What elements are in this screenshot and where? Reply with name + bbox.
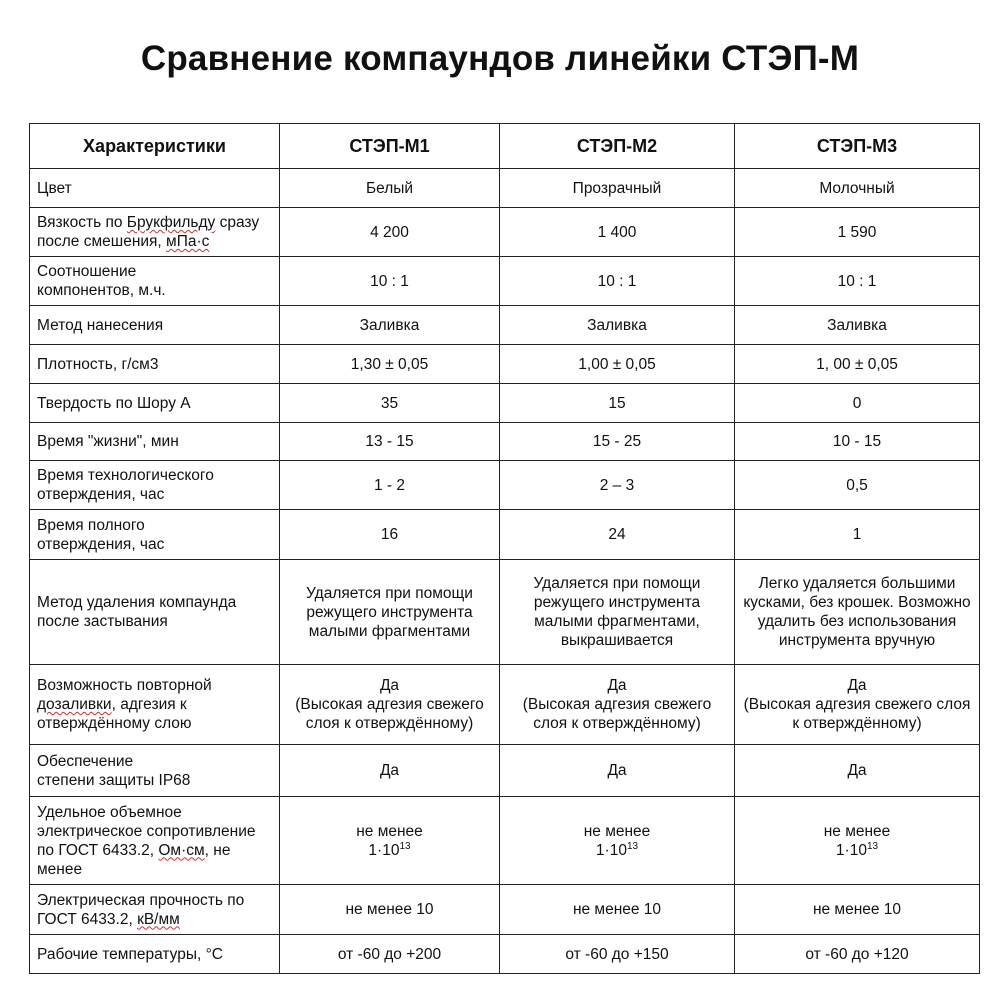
label-strength-line	[37, 910, 273, 929]
label-viscosity-part: после смешения,	[37, 233, 167, 250]
m2-strength: не менее 10	[500, 885, 735, 935]
label-viscosity-part: Брукфильду	[126, 214, 216, 231]
m1-removal-line: малыми фрагментами	[308, 622, 471, 640]
row-ratio	[30, 257, 980, 306]
m2-resistivity-line: не менее	[583, 822, 651, 840]
m2-removal-line: выкрашивается	[560, 632, 674, 649]
m1-redose	[280, 665, 500, 745]
header-step-m1: СТЭП-М1	[280, 124, 500, 169]
row-resistivity	[30, 797, 980, 885]
m1-method: Заливка	[280, 306, 500, 345]
m1-resistivity-value	[286, 841, 493, 860]
m2-potlife: 15 - 25	[500, 423, 735, 461]
m1-resistivity-exponent: 13	[399, 840, 411, 852]
m2-redose-line: (Высокая адгезия свежего	[522, 696, 712, 713]
table-header-row	[30, 124, 980, 169]
label-tech-cure	[30, 461, 280, 510]
label-redose	[30, 665, 280, 745]
label-resistivity-line: электрическое сопротивление	[37, 822, 256, 840]
m2-removal-line: Удаляется при помощи	[533, 575, 701, 592]
m2-full-cure: 24	[500, 510, 735, 560]
comparison-table	[29, 123, 980, 974]
row-full-cure	[30, 510, 980, 560]
m3-resistivity-exponent: 13	[866, 840, 879, 852]
m1-full-cure: 16	[280, 510, 500, 560]
m3-removal-line: удалить без использования	[757, 613, 957, 630]
label-redose-line: Возможность повторной	[37, 677, 212, 694]
m1-resistivity-line: не менее	[356, 822, 423, 840]
m3-tech-cure: 0,5	[735, 461, 980, 510]
m2-color: Прозрачный	[500, 169, 735, 208]
label-resistivity	[30, 797, 280, 885]
label-ratio-line: компонентов, м.ч.	[37, 282, 166, 299]
m3-color: Молочный	[735, 169, 980, 208]
header-characteristics: Характеристики	[30, 124, 280, 169]
m1-removal-line: Удаляется при помощи	[306, 584, 473, 602]
label-viscosity-part: сразу	[215, 214, 260, 231]
label-color: Цвет	[30, 169, 280, 208]
m1-removal-line: режущего инструмента	[306, 603, 473, 621]
m1-redose-line: (Высокая адгезия свежего	[295, 696, 484, 713]
m2-removal-line: режущего инструмента	[533, 594, 701, 611]
label-ratio-line: Соотношение	[37, 263, 137, 280]
row-redose	[30, 665, 980, 745]
m1-strength: не менее 10	[280, 885, 500, 935]
m3-resistivity-value	[741, 841, 973, 860]
label-removal	[30, 560, 280, 665]
header-step-m2: СТЭП-М2	[500, 124, 735, 169]
m3-potlife: 10 - 15	[735, 423, 980, 461]
m2-resistivity-value	[506, 841, 728, 860]
m1-viscosity: 4 200	[280, 208, 500, 257]
m2-ratio: 10 : 1	[500, 257, 735, 306]
m3-density: 1, 00 ± 0,05	[735, 345, 980, 384]
label-resistivity-line: менее	[37, 860, 83, 878]
label-full-cure-line: Время полного	[37, 516, 145, 534]
label-strength-unit: кВ/мм	[137, 910, 180, 928]
label-viscosity	[30, 208, 280, 257]
m2-resistivity-exponent: 13	[626, 840, 639, 852]
m1-redose-line: Да	[379, 677, 400, 694]
row-tech-cure	[30, 461, 980, 510]
label-viscosity-unit: мПа·с	[166, 233, 210, 250]
m1-ratio: 10 : 1	[280, 257, 500, 306]
label-resistivity-line	[37, 841, 273, 860]
m3-resistivity	[735, 797, 980, 885]
label-resistivity-word: по ГОСТ 6433.2,	[37, 841, 159, 859]
m2-hardness: 15	[500, 384, 735, 423]
m2-viscosity: 1 400	[500, 208, 735, 257]
label-redose-word: , адгезия к	[111, 696, 187, 713]
m2-resistivity	[500, 797, 735, 885]
m3-removal	[735, 560, 980, 665]
m1-hardness: 35	[280, 384, 500, 423]
m1-ip68: Да	[280, 745, 500, 797]
label-full-cure	[30, 510, 280, 560]
label-viscosity-part: Вязкость по	[37, 214, 127, 231]
m3-ratio: 10 : 1	[735, 257, 980, 306]
m2-redose-line: Да	[607, 677, 627, 694]
m1-tech-cure: 1 - 2	[280, 461, 500, 510]
label-resistivity-word: , не	[204, 841, 231, 859]
label-redose-line	[37, 695, 273, 714]
m3-viscosity: 1 590	[735, 208, 980, 257]
label-redose-line: отверждённому слою	[37, 715, 192, 732]
label-tech-cure-line: отверждения, час	[37, 486, 165, 503]
m1-resistivity	[280, 797, 500, 885]
label-ip68	[30, 745, 280, 797]
m3-hardness: 0	[735, 384, 980, 423]
page-title: Сравнение компаундов линейки СТЭП-М	[140, 39, 860, 78]
m3-resistivity-line: не менее	[823, 822, 891, 840]
label-density: Плотность, г/см3	[30, 345, 280, 384]
m1-potlife: 13 - 15	[280, 423, 500, 461]
m2-redose	[500, 665, 735, 745]
row-method	[30, 306, 980, 345]
row-ip68	[30, 745, 980, 797]
label-potlife: Время "жизни", мин	[30, 423, 280, 461]
row-potlife	[30, 423, 980, 461]
m2-ip68: Да	[500, 745, 735, 797]
m2-removal-line: малыми фрагментами,	[534, 613, 700, 630]
m3-removal-line: инструмента вручную	[778, 632, 936, 649]
label-strength-word: ГОСТ 6433.2,	[37, 910, 138, 928]
m3-strength: не менее 10	[735, 885, 980, 935]
label-strength-line: Электрическая прочность по	[37, 891, 245, 909]
m2-redose-line: слоя к отверждённому)	[533, 715, 701, 732]
m3-temps: от -60 до +120	[735, 935, 980, 974]
m3-removal-line: кусками, без крошек. Возможно	[743, 594, 971, 611]
m2-resistivity-base: 1·10	[595, 841, 627, 859]
label-ratio	[30, 257, 280, 306]
m1-removal	[280, 560, 500, 665]
m3-redose	[735, 665, 980, 745]
m3-method: Заливка	[735, 306, 980, 345]
m1-redose-line: слоя к отверждённому)	[305, 715, 474, 732]
m1-temps: от -60 до +200	[280, 935, 500, 974]
label-redose-word: дозаливки	[37, 696, 112, 713]
m3-resistivity-base: 1·10	[835, 841, 867, 859]
m3-removal-line: Легко удаляется большими	[758, 575, 956, 592]
m3-full-cure: 1	[735, 510, 980, 560]
m1-color: Белый	[280, 169, 500, 208]
label-removal-line: Метод удаления компаунда	[37, 594, 237, 611]
header-step-m3: СТЭП-М3	[735, 124, 980, 169]
label-method: Метод нанесения	[30, 306, 280, 345]
label-ip68-line: степени защиты IP68	[37, 771, 191, 789]
m2-tech-cure: 2 – 3	[500, 461, 735, 510]
label-resistivity-unit: Ом·см	[158, 841, 205, 859]
label-ip68-line: Обеспечение	[37, 752, 134, 770]
m3-ip68: Да	[735, 745, 980, 797]
row-strength	[30, 885, 980, 935]
row-removal	[30, 560, 980, 665]
m3-redose-line: Да	[847, 677, 867, 694]
label-tech-cure-line: Время технологического	[37, 467, 214, 484]
m2-density: 1,00 ± 0,05	[500, 345, 735, 384]
row-density	[30, 345, 980, 384]
row-hardness	[30, 384, 980, 423]
m2-temps: от -60 до +150	[500, 935, 735, 974]
m1-resistivity-base: 1·10	[368, 841, 400, 859]
label-strength	[30, 885, 280, 935]
m2-method: Заливка	[500, 306, 735, 345]
m2-removal	[500, 560, 735, 665]
label-temps: Рабочие температуры, °С	[30, 935, 280, 974]
m3-redose-line: к отверждённому)	[792, 715, 922, 732]
label-removal-line: после застывания	[37, 613, 168, 630]
row-color	[30, 169, 980, 208]
row-viscosity	[30, 208, 980, 257]
m3-redose-line: (Высокая адгезия свежего слоя	[743, 696, 971, 713]
label-resistivity-line: Удельное объемное	[37, 803, 182, 821]
label-hardness: Твердость по Шору А	[30, 384, 280, 423]
label-full-cure-line: отверждения, час	[37, 535, 165, 553]
m1-density: 1,30 ± 0,05	[280, 345, 500, 384]
row-temps	[30, 935, 980, 974]
